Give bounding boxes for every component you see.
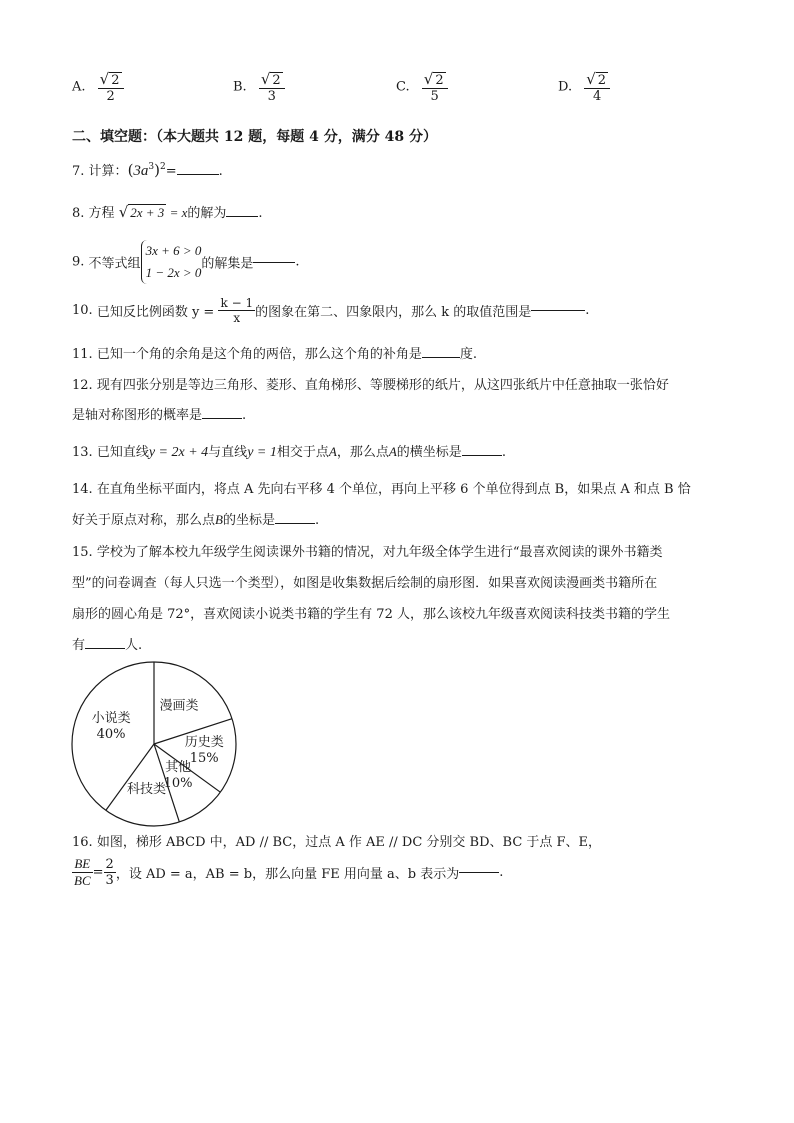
option-fraction: $\frac{√ 2}{3}$ [259, 70, 285, 104]
period: . [501, 445, 506, 460]
answer-blank [462, 455, 502, 456]
radical-expression: √ 2x + 3 [118, 203, 165, 221]
option-letter: C. [396, 79, 410, 95]
question-text: 是轴对称图形的概率是 [72, 408, 203, 423]
question-text: 好关于原点对称，那么点 [72, 513, 216, 528]
question-text: 的解集是 [201, 256, 254, 272]
question-number: 16. [72, 835, 93, 850]
option-letter: A. [72, 79, 86, 95]
question-text: 已知直线 [96, 445, 149, 460]
question-15 [72, 541, 662, 560]
radicand: 2x + 3 [130, 205, 165, 220]
question-12 [72, 374, 669, 393]
equation: y = 1 [247, 445, 277, 460]
denominator: 2 [106, 89, 115, 104]
point-label: A [328, 444, 337, 459]
question-text: 人. [125, 638, 143, 653]
section-title: 二、填空题：（本大题共 12 题，每题 4 分，满分 48 分） [72, 129, 437, 145]
question-8 [72, 202, 263, 221]
question-text: 的解为 [187, 206, 227, 221]
question-text: 相交于点 [276, 445, 329, 460]
answer-blank [226, 216, 258, 217]
option-b [233, 70, 285, 104]
question-text: 已知反比例函数 y = [96, 305, 215, 320]
option-fraction: $\frac{√ 2}{2}$ [98, 70, 124, 104]
inequality-system [141, 240, 202, 284]
equation: y = 2x + 4 [148, 445, 209, 460]
question-11 [72, 343, 477, 362]
question-text: 方程 [88, 206, 115, 221]
period: . [258, 206, 263, 221]
pie-chart [69, 659, 239, 829]
question-14 [72, 478, 691, 497]
inequality-1: 3x + 6 > 0 [145, 243, 202, 258]
question-text: ，设 AD = a，AB = b，那么向量 FE 用向量 a、b 表示为 [115, 867, 460, 882]
question-14-line2 [72, 509, 319, 528]
question-number: 13. [72, 445, 93, 460]
radicand: 2 [597, 73, 607, 88]
ratio-fraction: $\frac{BE}{BC}$ [74, 856, 91, 888]
equals-sign: = [165, 164, 177, 179]
period: . [218, 164, 223, 179]
question-text: 不等式组 [88, 256, 141, 272]
pie-slice-percent: 15% [189, 750, 219, 766]
question-text: ，那么点 [336, 445, 389, 460]
question-12-line2 [72, 404, 246, 423]
question-number: 15. [72, 545, 93, 560]
period: . [314, 513, 320, 528]
question-text: 的横坐标是 [396, 445, 462, 460]
expression: $(3a^3)^2$ [127, 161, 166, 179]
value-fraction: $\frac{2}{3}$ [105, 857, 114, 888]
answer-blank [202, 418, 242, 419]
question-text: 与直线 [208, 445, 248, 460]
answer-blank [177, 174, 219, 175]
equation-rhs: = x [166, 205, 188, 220]
denominator: 5 [430, 89, 439, 104]
radicand: 2 [435, 73, 444, 88]
option-letter: D. [558, 79, 573, 95]
option-letter: B. [233, 79, 247, 95]
question-7 [72, 160, 223, 180]
question-number: 8. [72, 206, 85, 221]
question-text: 如图，梯形 ABCD 中，AD // BC，过点 A 作 AE // DC 分别交 BD、BC 于点 F、E， [96, 835, 602, 850]
radicand: 2 [272, 73, 281, 88]
period: . [242, 408, 247, 423]
option-fraction: $\frac{√ 2}{4}$ [584, 70, 610, 104]
question-15-line2: 型”的问卷调查（每人只选一个类型），如图是收集数据后绘制的扇形图．如果喜欢阅读漫画类书籍所在 [72, 576, 658, 591]
question-text: 有 [72, 638, 86, 653]
question-13 [72, 441, 506, 461]
question-text: 现有四张分别是等边三角形、菱形、直角梯形、等腰梯形的纸片，从这四张纸片中任意抽取一张恰好 [96, 378, 669, 393]
pie-slice-percent: 40% [96, 727, 126, 743]
pie-slice-label: 其他 [165, 760, 192, 776]
period: . [499, 865, 504, 880]
option-c [396, 70, 448, 104]
option-a [72, 70, 124, 104]
period: . [585, 303, 590, 318]
inequality-2: 1 − 2x > 0 [145, 265, 202, 280]
question-9 [72, 240, 300, 284]
answer-blank [275, 523, 315, 524]
equals-sign: = [92, 865, 104, 880]
question-15-line4 [72, 634, 142, 653]
pie-slice-label: 历史类 [184, 734, 224, 750]
denominator: 4 [593, 89, 602, 104]
option-fraction: $\frac{√ 2}{5}$ [422, 70, 448, 104]
question-15-line3: 扇形的圆心角是 72°，喜欢阅读小说类书籍的学生有 72 人，那么该校九年级喜欢阅读科技类书籍的学生 [72, 607, 670, 622]
question-number: 7. [72, 164, 85, 179]
pie-slice-label: 小说类 [91, 711, 131, 727]
answer-blank [85, 648, 125, 649]
option-d [558, 70, 610, 104]
question-text: 计算： [88, 164, 128, 179]
question-text: 的图象在第二、四象限内，那么 k 的取值范围是 [255, 305, 532, 320]
pie-slice-label: 科技类 [127, 781, 167, 797]
pie-slice-percent: 10% [163, 776, 193, 792]
question-text: 的坐标是 [222, 513, 275, 528]
pie-slice-label: 漫画类 [159, 698, 199, 714]
question-number: 9. [72, 254, 85, 270]
denominator: 3 [267, 89, 276, 104]
question-number: 10. [72, 303, 93, 318]
question-text: 度. [459, 347, 477, 362]
answer-blank [531, 310, 585, 311]
point-label: A [388, 444, 397, 459]
question-number: 11. [72, 347, 93, 362]
question-text: 已知一个角的余角是这个角的两倍，那么这个角的补角是 [96, 347, 422, 362]
answer-blank [422, 357, 460, 358]
question-text: 在直角坐标平面内，将点 A 先向右平移 4 个单位，再向上平移 6 个单位得到点 B，如果点 A 和点 B 恰 [96, 482, 691, 497]
question-number: 14. [72, 482, 93, 497]
point-label: B [215, 512, 223, 527]
question-10 [72, 296, 589, 325]
answer-blank [459, 872, 499, 873]
question-text: 学校为了解本校九年级学生阅读课外书籍的情况，对九年级全体学生进行“最喜欢阅读的课外书籍类 [96, 545, 663, 560]
question-16 [72, 831, 601, 850]
answer-blank [253, 262, 295, 263]
question-number: 12. [72, 378, 93, 393]
question-16-line2 [72, 856, 503, 889]
fraction: $\frac{k - 1}{x}$ [220, 296, 254, 325]
period: . [295, 254, 300, 270]
radicand: 2 [111, 73, 120, 88]
